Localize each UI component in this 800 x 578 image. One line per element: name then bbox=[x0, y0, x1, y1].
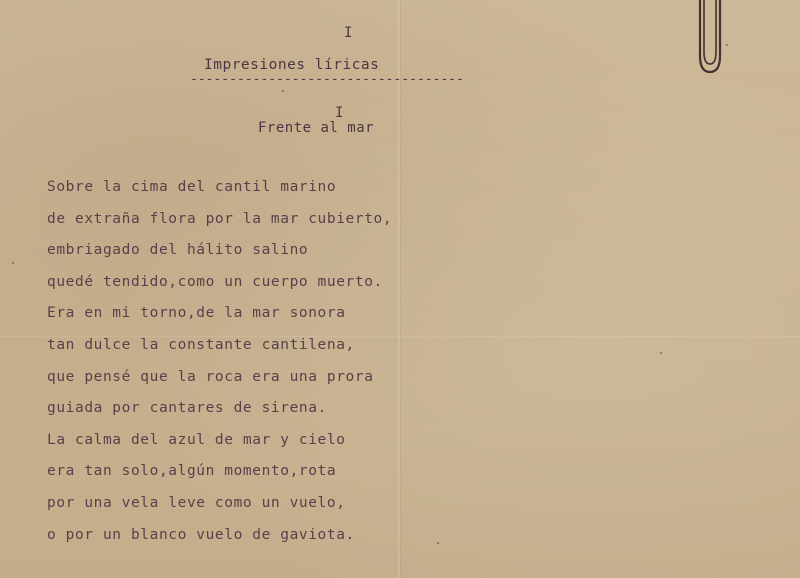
dash-rule: ----------------------------------- bbox=[190, 72, 464, 87]
poem-line: Era en mi torno,de la mar sonora bbox=[47, 305, 346, 322]
poem-line: de extraña flora por la mar cubierto, bbox=[47, 210, 393, 227]
paper-speck bbox=[282, 90, 284, 92]
poem-line: Sobre la cima del cantil marino bbox=[47, 179, 337, 195]
paper-clip-icon bbox=[690, 0, 724, 80]
poem-title: Frente al mar bbox=[258, 120, 375, 136]
paper-speck bbox=[726, 44, 728, 46]
poem-line: guiada por cantares de sirena. bbox=[47, 400, 327, 417]
poem-line: era tan solo,algún momento,rota bbox=[47, 463, 337, 480]
roman-numeral-sub: I bbox=[335, 105, 344, 121]
section-title: Impresiones líricas bbox=[204, 57, 380, 73]
poem-line: embriagado del hálito salino bbox=[47, 242, 309, 259]
poem-line: o por un blanco vuelo de gaviota. bbox=[47, 526, 355, 543]
paper-speck bbox=[437, 542, 439, 544]
poem-body bbox=[47, 177, 392, 556]
paper-speck bbox=[12, 262, 14, 264]
poem-line: por una vela leve como un vuelo, bbox=[47, 494, 346, 511]
roman-numeral-top: I bbox=[344, 25, 353, 41]
poem-line: quedé tendido,como un cuerpo muerto. bbox=[47, 273, 383, 290]
poem-line: que pensé que la roca era una prora bbox=[47, 368, 374, 385]
poem-line: tan dulce la constante cantilena, bbox=[47, 336, 355, 353]
paper-speck bbox=[660, 352, 662, 354]
poem-line: La calma del azul de mar y cielo bbox=[47, 431, 346, 448]
